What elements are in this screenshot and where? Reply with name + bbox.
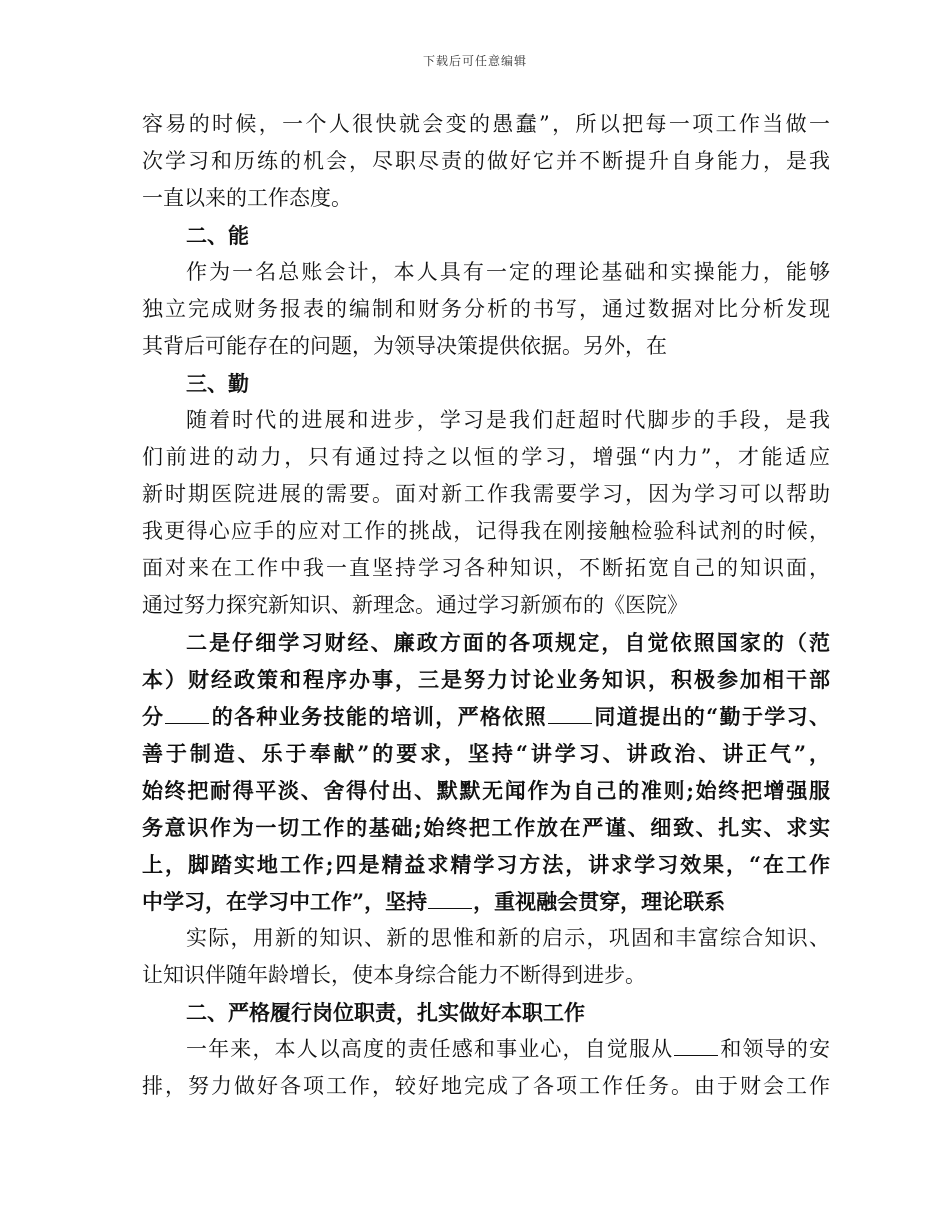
- page-header: 下载后可任意编辑: [422, 54, 527, 68]
- section-heading: 二、能: [186, 223, 249, 248]
- text-segment: 中学习，在学习中工作”，坚持: [142, 889, 428, 914]
- text-segment: 的各种业务技能的培训，严格依照: [210, 704, 548, 729]
- document-body: [142, 106, 830, 1105]
- text-line: [142, 883, 830, 920]
- text-line: 二、严格履行岗位职责，扎实做好本职工作: [186, 1000, 585, 1025]
- text-line: 面对来在工作中我一直坚持学习各种知识，不断拓宽自己的知识面，: [142, 556, 830, 580]
- section-heading: 三、勤: [186, 371, 249, 396]
- text-line: [142, 1031, 830, 1068]
- text-line: 实际，用新的知识、新的思惟和新的启示，巩固和丰富综合知识、: [186, 926, 830, 950]
- text-segment: 和领导的安: [719, 1037, 831, 1061]
- text-segment: ，重视融会贯穿，理论联系: [473, 889, 726, 914]
- text-line: 始终把耐得平淡、舍得付出、默默无闻作为自己的准则;始终把增强服: [142, 778, 830, 803]
- text-line: 我更得心应手的应对工作的挑战，记得我在刚接触检验科试剂的时候，: [142, 519, 830, 543]
- fill-in-blank: [428, 884, 472, 909]
- text-line: 新时期医院进展的需要。面对新工作我需要学习，因为学习可以帮助: [142, 482, 830, 506]
- text-line: 本）财经政策和程序办事，三是努力讨论业务知识，积极参加相干部: [142, 667, 830, 692]
- text-line: 务意识作为一切工作的基础;始终把工作放在严谨、细致、扎实、求实: [142, 815, 830, 840]
- text-line: 随着时代的进展和进步，学习是我们赶超时代脚步的手段，是我: [186, 408, 830, 432]
- text-segment: 同道提出的“勤于学习、: [593, 704, 831, 729]
- text-line: [142, 698, 830, 735]
- text-line: 上，脚踏实地工作;四是精益求精学习方法，讲求学习效果，“在工作: [142, 852, 830, 877]
- text-line: 让知识伴随年龄增长，使本身综合能力不断得到进步。: [142, 963, 646, 987]
- text-line: 一直以来的工作态度。: [142, 186, 352, 210]
- text-line: 次学习和历练的机会，尽职尽责的做好它并不断提升自身能力，是我: [142, 149, 830, 173]
- fill-in-blank: [165, 699, 209, 724]
- text-line: 独立完成财务报表的编制和财务分析的书写，通过数据对比分析发现: [142, 297, 830, 321]
- text-segment: 分: [142, 704, 165, 729]
- text-line: 善于制造、乐于奉献”的要求，坚持“讲学习、讲政治、讲正气”，: [142, 741, 830, 766]
- text-segment: 一年来，本人以高度的责任感和事业心，自觉服从: [186, 1037, 674, 1061]
- text-line: 作为一名总账会计，本人具有一定的理论基础和实操能力，能够: [186, 260, 830, 284]
- fill-in-blank: [674, 1031, 718, 1056]
- text-line: 其背后可能存在的问题，为领导决策提供依据。另外，在: [142, 334, 667, 358]
- text-line: 们前进的动力，只有通过持之以恒的学习，增强“内力”，才能适应: [142, 445, 830, 469]
- text-line: 通过努力探究新知识、新理念。通过学习新颁布的《医院》: [142, 593, 688, 617]
- fill-in-blank: [548, 699, 592, 724]
- text-line: 二是仔细学习财经、廉政方面的各项规定，自觉依照国家的（范: [186, 630, 830, 655]
- text-line: 排，努力做好各项工作，较好地完成了各项工作任务。由于财会工作: [142, 1074, 830, 1098]
- text-line: 容易的时候，一个人很快就会变的愚蠢”，所以把每一项工作当做一: [142, 112, 830, 136]
